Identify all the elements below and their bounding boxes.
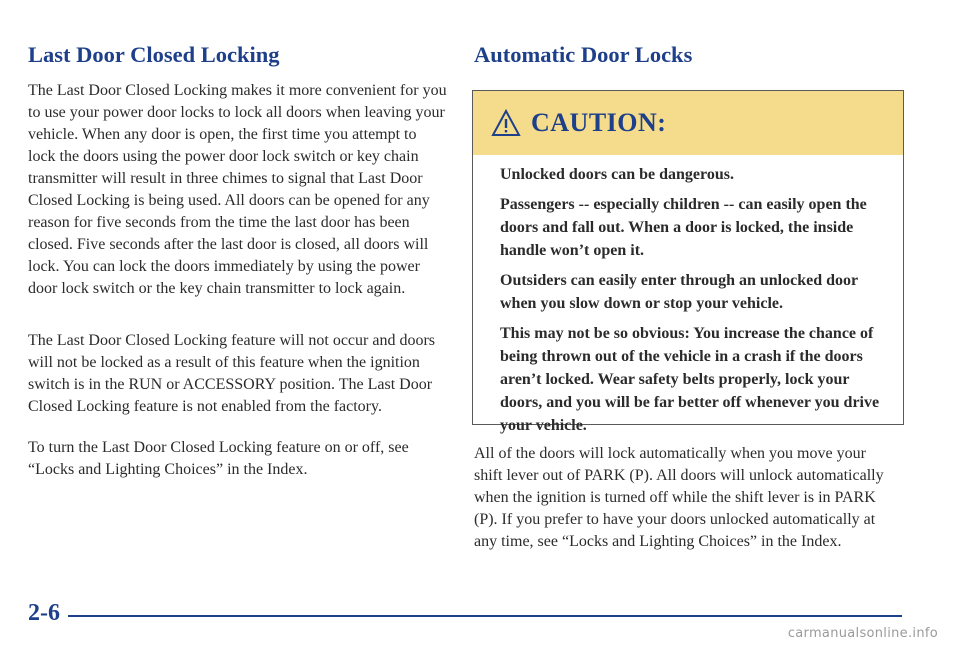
caution-title: [491, 103, 666, 143]
caution-paragraph: Passengers -- especially children -- can easily open the doors and fall out. When a door is locked, the inside handle won’t open it.: [500, 196, 867, 259]
watermark: carmanualsonline.info: [787, 626, 938, 641]
paragraph-last-door-intro: The Last Door Closed Locking makes it more convenient for you to use your power door locks to lock all doors when leaving your vehicle. When any door is open, the first time you attempt to lock the doors using the power door lock switch or key chain transmitter will result in three chimes to signal that Last Door Closed Locking is being used. All doors can be opened for any reason for five seconds from the time the last door has been closed. Five seconds after the last door is closed, all doors will lock. You can lock the doors immediately by using the power door lock switch or the key chain transmitter to lock again.: [28, 82, 447, 297]
section-heading-last-door-closed-locking: Last Door Closed Locking: [28, 42, 280, 67]
page-number: 2-6: [28, 600, 60, 626]
caution-paragraph: This may not be so obvious: You increase the chance of being thrown out of the vehicle in a crash if the doors aren’t locked. Wear safety belts properly, lock your doors, and you will be far better off whenever you drive your vehicle.: [500, 325, 880, 434]
caution-paragraph: Outsiders can easily enter through an unlocked door when you slow down or stop your vehicle.: [500, 272, 858, 312]
section-heading-automatic-door-locks: Automatic Door Locks: [474, 42, 693, 67]
paragraph-last-door-conditions: The Last Door Closed Locking feature will not occur and doors will not be locked as a result of this feature when the ignition switch is in the RUN or ACCESSORY position. The Last Door Closed Locking feature is not enabled from the factory.: [28, 332, 435, 415]
paragraph-automatic-locks: All of the doors will lock automatically when you move your shift lever out of PARK (P). All doors will unlock automatically when the ignition is turned off while the shift lever is in PARK (P). If you prefer to have your doors unlocked automatically at any time, see “Locks and Lighting Choices” in the Index.: [474, 445, 884, 550]
caution-body: [500, 163, 880, 444]
paragraph-last-door-toggle: To turn the Last Door Closed Locking feature on or off, see “Locks and Lighting Choices” in the Index.: [28, 439, 409, 478]
footer-rule: [68, 615, 902, 617]
caution-label: CAUTION:: [531, 108, 667, 137]
caution-box: [472, 90, 904, 434]
warning-triangle-icon: [491, 109, 521, 137]
caution-paragraph: Unlocked doors can be dangerous.: [500, 166, 734, 183]
